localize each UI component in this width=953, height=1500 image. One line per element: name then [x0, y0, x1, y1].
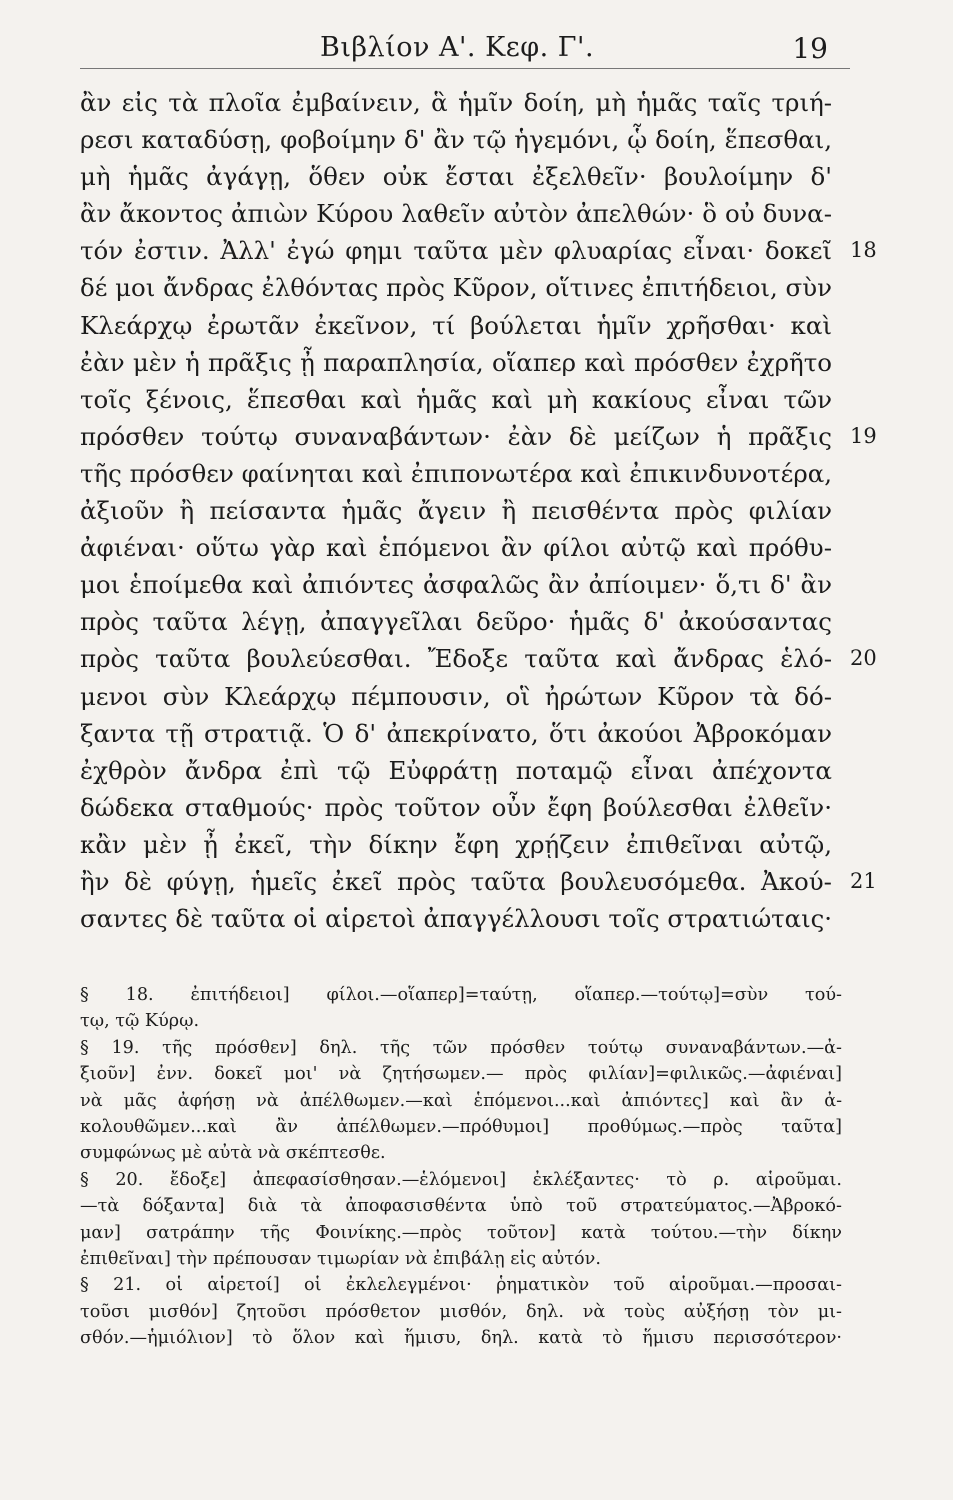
text-line	[80, 529, 850, 566]
text-line	[80, 900, 850, 937]
footnotes	[80, 982, 850, 1351]
text-line	[80, 158, 850, 195]
text-line-content: ἐὰν μὲν ἡ πρᾶξις ᾖ παραπλησία, οἵαπερ καὶ πρόσθεν ἐχρῆτο	[80, 347, 833, 377]
footnote-line: § 18. ἐπιτήδειοι] φίλοι.—οἵαπερ]=ταύτῃ, οἵαπερ.—τούτῳ]=σὺν τού-	[80, 985, 842, 1005]
text-line-content: ρεσι καταδύσῃ, φοβοίμην δ' ἂν τῷ ἡγεμόνι, ᾧ δοίη, ἕπεσθαι,	[80, 125, 833, 155]
text-line	[80, 492, 850, 529]
section-number: 21	[850, 868, 877, 893]
text-line-content: τῆς πρόσθεν φαίνηται καὶ ἐπιπονωτέρα καὶ ἐπικινδυνοτέρα,	[80, 458, 833, 488]
text-line	[80, 269, 850, 306]
text-line	[80, 678, 850, 715]
section-number: 18	[850, 238, 877, 263]
footnote-line: μαν] σατράπην τῆς Φοινίκης.—πρὸς τοῦτον] κατὰ τούτου.—τὴν δίκην	[80, 1222, 842, 1243]
text-line-content: Κλεάρχῳ ἐρωτᾶν ἐκεῖνον, τί βούλεται ἡμῖν χρῆσθαι· καὶ	[80, 310, 833, 340]
text-line-content: πρὸς ταῦτα λέγῃ, ἀπαγγεῖλαι δεῦρο· ἡμᾶς δ' ἀκούσαντας	[80, 607, 833, 637]
text-line-content: σαντες δὲ ταῦτα οἱ αἱρετοὶ ἀπαγγέλλουσι τοῖς στρατιώταις·	[80, 904, 833, 934]
page-number: 19	[792, 32, 828, 65]
text-line-content: πρόσθεν τούτῳ συναναβάντων· ἐὰν δὲ μείζων ἡ πρᾶξις	[80, 421, 832, 451]
text-line-content: τοῖς ξένοις, ἕπεσθαι καὶ ἡμᾶς καὶ μὴ κακίους εἶναι τῶν	[80, 384, 832, 414]
main-text	[80, 84, 877, 937]
footnote-line: σθόν.—ἡμιόλιον] τὸ ὅλον καὶ ἥμισυ, δηλ. κατὰ τὸ ἥμισυ περισσότερον·	[80, 1328, 842, 1349]
text-line	[80, 640, 877, 677]
footnote-line: τοῦσι μισθόν] ζητοῦσι πρόσθετον μισθόν, δηλ. νὰ τοὺς αὐξήσῃ τὸν μι-	[80, 1301, 842, 1322]
footnote-line: κολουθῶμεν...καὶ ἂν ἀπέλθωμεν.—πρόθυμοι] προθύμως.—πρὸς ταῦτα]	[80, 1116, 842, 1137]
footnote-line: § 19. τῆς πρόσθεν] δηλ. τῆς τῶν πρόσθεν τούτῳ συναναβάντων.—ἀ-	[80, 1037, 843, 1058]
text-line	[80, 863, 877, 900]
text-line	[80, 603, 850, 640]
text-line-content: μενοι σὺν Κλεάρχῳ πέμπουσιν, οἳ ἠρώτων Κῦρον τὰ δό-	[80, 681, 832, 711]
text-line-content: μοι ἑποίμεθα καὶ ἀπιόντες ἀσφαλῶς ἂν ἀπίοιμεν· ὅ,τι δ' ἂν	[80, 570, 832, 600]
footnote-line: τῳ, τῷ Κύρῳ.	[80, 1011, 200, 1032]
text-line	[80, 84, 850, 121]
section-number: 20	[850, 646, 877, 671]
text-line-content: μὴ ἡμᾶς ἀγάγῃ, ὅθεν οὐκ ἔσται ἐξελθεῖν· βουλοίμην δ'	[80, 162, 832, 192]
text-line-content: δώδεκα σταθμούς· πρὸς τοῦτον οὖν ἔφη βούλεσθαι ἐλθεῖν·	[80, 792, 832, 822]
text-line-content: ἀξιοῦν ἢ πείσαντα ἡμᾶς ἄγειν ἢ πεισθέντα πρὸς φιλίαν	[80, 496, 833, 526]
text-line	[80, 344, 850, 381]
footnote-line: ξιοῦν] ἐνν. δοκεῖ μοι' νὰ ζητήσωμεν.— πρὸς φιλίαν]=φιλικῶς.—ἀφιέναι]	[80, 1064, 843, 1085]
text-line	[80, 307, 850, 344]
text-line	[80, 121, 850, 158]
text-line-content: ἂν εἰς τὰ πλοῖα ἐμβαίνειν, ἃ ἡμῖν δοίη, μὴ ἡμᾶς ταῖς τριή-	[80, 88, 833, 117]
footnote-line: ἐπιθεῖναι] τὴν πρέπουσαν τιμωρίαν νὰ ἐπιβάλῃ εἰς αὐτόν.	[80, 1248, 601, 1269]
footnote-line: § 21. οἱ αἱρετοί] οἱ ἐκλελεγμένοι· ῥηματικὸν τοῦ αἱροῦμαι.—προσαι-	[80, 1275, 842, 1296]
text-line-content: ξαντα τῇ στρατιᾷ. Ὁ δ' ἀπεκρίνατο, ὅτι ἀκούοι Ἀβροκόμαν	[80, 718, 833, 748]
text-line-content: ἐχθρὸν ἄνδρα ἐπὶ τῷ Εὐφράτῃ ποταμῷ εἶναι ἀπέχοντα	[80, 755, 832, 785]
text-line	[80, 566, 850, 603]
text-line	[80, 826, 850, 863]
text-line	[80, 232, 877, 269]
text-line-content: ἂν ἄκοντος ἀπιὼν Κύρου λαθεῖν αὐτὸν ἀπελθών· ὃ οὐ δυνα-	[80, 199, 832, 229]
text-line-content: πρὸς ταῦτα βουλεύεσθαι. Ἔδοξε ταῦτα καὶ ἄνδρας ἑλό-	[80, 644, 832, 674]
footnote-line: § 20. ἔδοξε] ἀπεφασίσθησαν.—ἑλόμενοι] ἐκλέξαντες· τὸ ρ. αἱροῦμαι.	[80, 1169, 842, 1190]
footnote-line: συμφώνως μὲ αὐτὰ νὰ σκέπτεσθε.	[80, 1143, 386, 1164]
text-line	[80, 789, 850, 826]
header-rule	[80, 68, 850, 69]
section-number: 19	[850, 423, 877, 448]
footnote-line: νὰ μᾶς ἀφήσῃ νὰ ἀπέλθωμεν.—καὶ ἑπόμενοι...καὶ ἀπιόντες] καὶ ἂν ἀ-	[80, 1090, 843, 1111]
text-line-content: ἀφιέναι· οὕτω γὰρ καὶ ἑπόμενοι ἂν φίλοι αὐτῷ καὶ πρόθυ-	[80, 533, 832, 563]
footnote-line: —τὰ δόξαντα] διὰ τὰ ἀποφασισθέντα ὑπὸ τοῦ στρατεύματος.—Ἀβροκό-	[80, 1196, 842, 1217]
text-line	[80, 381, 850, 418]
text-line	[80, 715, 850, 752]
running-title: Βιβλίον Α'. Κεφ. Γ'.	[320, 32, 595, 63]
text-line	[80, 455, 850, 492]
text-line-content: δέ μοι ἄνδρας ἐλθόντας πρὸς Κῦρον, οἵτινες ἐπιτήδειοι, σὺν	[80, 273, 832, 303]
text-line-content: κἂν μὲν ᾖ ἐκεῖ, τὴν δίκην ἔφη χρῄζειν ἐπιθεῖναι αὐτῷ,	[80, 829, 832, 859]
text-line	[80, 418, 877, 455]
text-line	[80, 195, 850, 232]
text-line-content: τόν ἐστιν. Ἀλλ' ἐγώ φημι ταῦτα μὲν φλυαρίας εἶναι· δοκεῖ	[80, 236, 833, 266]
text-line	[80, 752, 850, 789]
text-line-content: ἢν δὲ φύγῃ, ἡμεῖς ἐκεῖ πρὸς ταῦτα βουλευσόμεθα. Ἀκού-	[80, 866, 832, 896]
